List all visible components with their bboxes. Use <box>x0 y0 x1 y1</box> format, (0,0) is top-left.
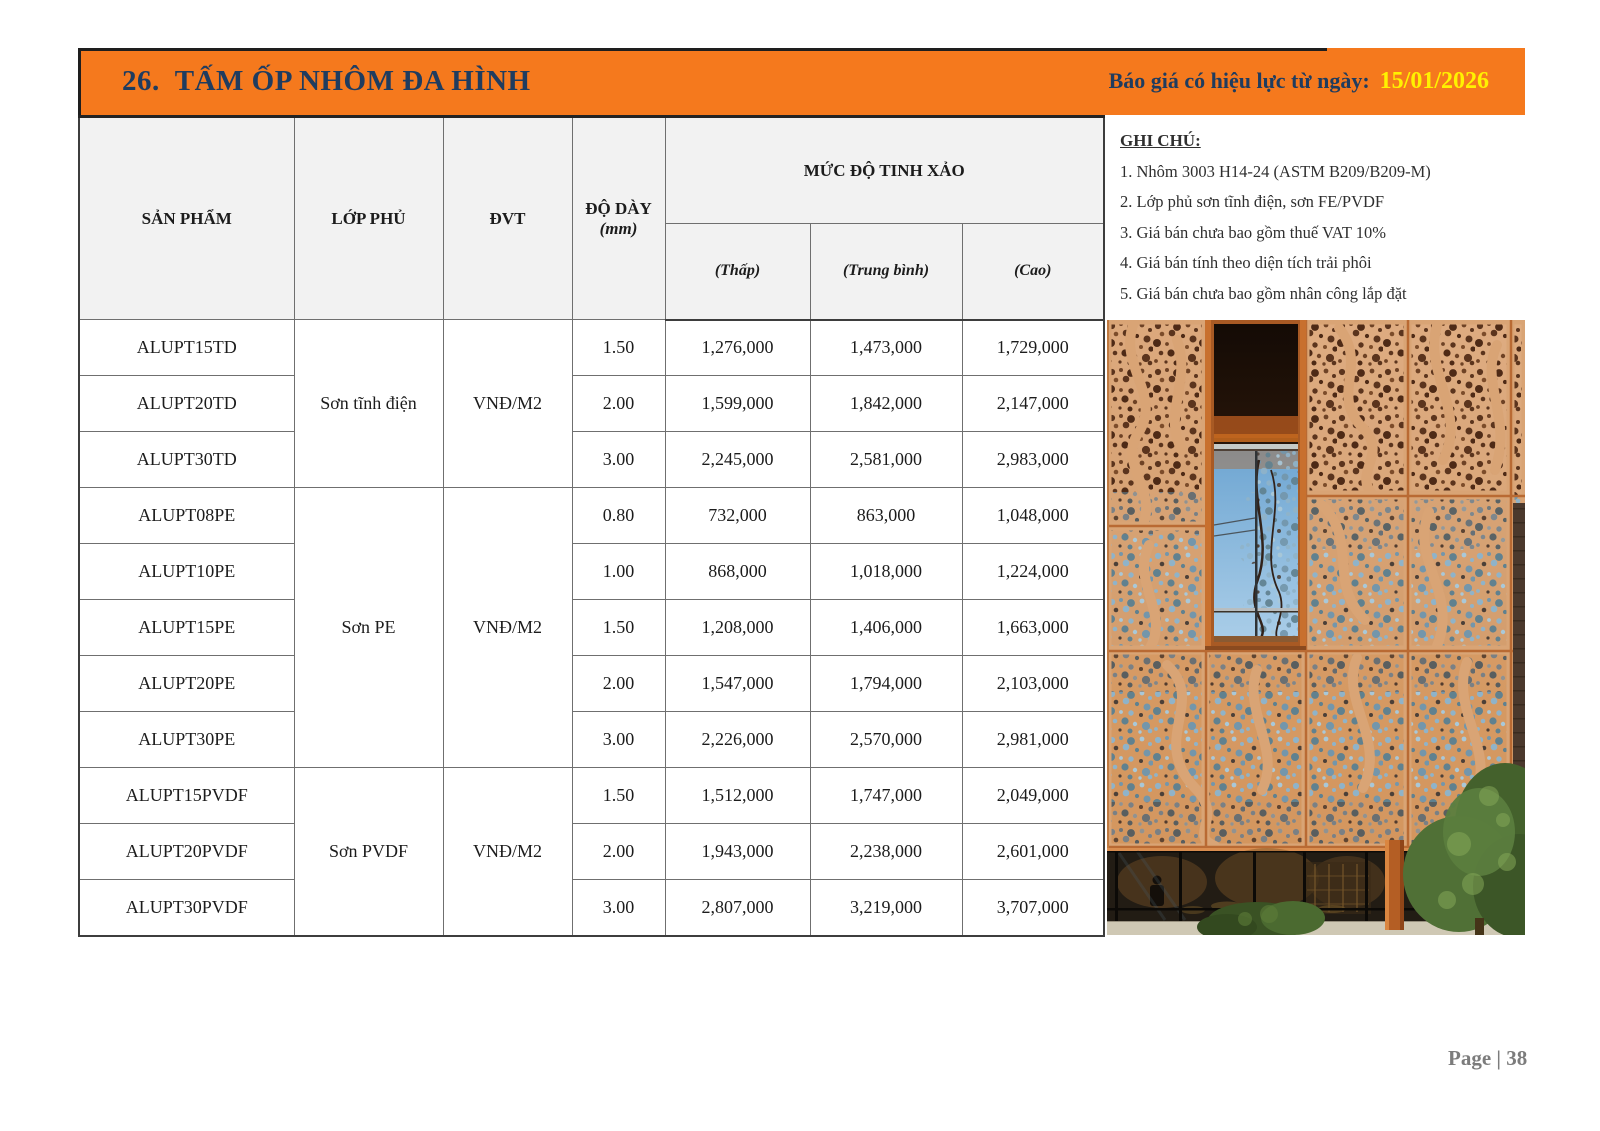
price-medium-cell: 2,570,000 <box>810 712 962 768</box>
price-low-cell: 1,512,000 <box>665 768 810 824</box>
price-high-cell: 2,103,000 <box>962 656 1104 712</box>
table-row <box>79 768 1104 824</box>
header-left-border <box>78 48 81 115</box>
product-code-cell: ALUPT15TD <box>79 320 294 376</box>
price-low-cell: 1,276,000 <box>665 320 810 376</box>
product-code-cell: ALUPT20PE <box>79 656 294 712</box>
price-low-cell: 868,000 <box>665 544 810 600</box>
notes-title: GHI CHÚ: <box>1120 131 1201 150</box>
table-row <box>79 824 1104 880</box>
column-header-high: (Cao) <box>962 224 1104 320</box>
facade-photo-art <box>1107 320 1525 935</box>
price-low-cell: 1,599,000 <box>665 376 810 432</box>
validity-block <box>1109 68 1489 95</box>
thickness-cell: 1.50 <box>572 600 665 656</box>
price-medium-cell: 1,018,000 <box>810 544 962 600</box>
price-medium-cell: 1,842,000 <box>810 376 962 432</box>
product-code-cell: ALUPT30TD <box>79 432 294 488</box>
thickness-cell: 3.00 <box>572 432 665 488</box>
table-row <box>79 320 1104 376</box>
price-medium-cell: 1,473,000 <box>810 320 962 376</box>
price-medium-cell: 863,000 <box>810 488 962 544</box>
price-high-cell: 3,707,000 <box>962 880 1104 936</box>
price-low-cell: 1,547,000 <box>665 656 810 712</box>
product-code-cell: ALUPT20PVDF <box>79 824 294 880</box>
table-row <box>79 432 1104 488</box>
price-medium-cell: 1,794,000 <box>810 656 962 712</box>
thickness-cell: 1.50 <box>572 768 665 824</box>
price-low-cell: 1,943,000 <box>665 824 810 880</box>
price-low-cell: 2,226,000 <box>665 712 810 768</box>
page-title: 26. TẤM ỐP NHÔM ĐA HÌNH <box>122 65 531 97</box>
facade-photo <box>1107 320 1525 935</box>
price-high-cell: 1,729,000 <box>962 320 1104 376</box>
product-code-cell: ALUPT10PE <box>79 544 294 600</box>
table-row <box>79 880 1104 936</box>
unit-cell: VNĐ/M2 <box>443 488 572 768</box>
header-top-border <box>78 48 1327 51</box>
coating-cell: Sơn PVDF <box>294 768 443 936</box>
price-low-cell: 2,245,000 <box>665 432 810 488</box>
thickness-cell: 2.00 <box>572 376 665 432</box>
note-item: 5. Giá bán chưa bao gồm nhân công lắp đặt <box>1120 283 1407 303</box>
price-medium-cell: 3,219,000 <box>810 880 962 936</box>
coating-cell: Sơn tĩnh điện <box>294 320 443 488</box>
price-low-cell: 1,208,000 <box>665 600 810 656</box>
note-item: 4. Giá bán tính theo diện tích trải phôi <box>1120 253 1372 272</box>
page-number: Page | 38 <box>1448 1046 1528 1070</box>
price-medium-cell: 2,581,000 <box>810 432 962 488</box>
price-high-cell: 1,663,000 <box>962 600 1104 656</box>
column-header-finesse-group: MỨC ĐỘ TINH XẢO <box>665 117 1104 224</box>
price-medium-cell: 1,406,000 <box>810 600 962 656</box>
unit-cell: VNĐ/M2 <box>443 768 572 936</box>
table-row <box>79 600 1104 656</box>
table-row <box>79 544 1104 600</box>
price-medium-cell: 2,238,000 <box>810 824 962 880</box>
price-low-cell: 732,000 <box>665 488 810 544</box>
column-header-product: SẢN PHẨM <box>79 117 294 320</box>
table-row <box>79 376 1104 432</box>
thickness-cell: 1.00 <box>572 544 665 600</box>
column-header-low: (Thấp) <box>665 224 810 320</box>
table-row <box>79 712 1104 768</box>
product-code-cell: ALUPT30PE <box>79 712 294 768</box>
price-high-cell: 2,147,000 <box>962 376 1104 432</box>
coating-cell: Sơn PE <box>294 488 443 768</box>
table-header-row <box>79 117 1104 224</box>
note-item: 3. Giá bán chưa bao gồm thuế VAT 10% <box>1120 222 1387 242</box>
header-bar <box>78 48 1525 115</box>
thickness-cell: 3.00 <box>572 712 665 768</box>
table-row <box>79 656 1104 712</box>
notes-block <box>1120 126 1522 309</box>
validity-label: Báo giá có hiệu lực từ ngày: <box>1108 68 1370 93</box>
price-high-cell: 2,601,000 <box>962 824 1104 880</box>
thickness-cell: 2.00 <box>572 656 665 712</box>
validity-date: 15/01/2026 <box>1379 68 1489 94</box>
thickness-cell: 0.80 <box>572 488 665 544</box>
price-high-cell: 1,224,000 <box>962 544 1104 600</box>
product-code-cell: ALUPT30PVDF <box>79 880 294 936</box>
product-code-cell: ALUPT15PVDF <box>79 768 294 824</box>
column-header-coating: LỚP PHỦ <box>294 117 443 320</box>
product-code-cell: ALUPT15PE <box>79 600 294 656</box>
price-high-cell: 2,981,000 <box>962 712 1104 768</box>
price-high-cell: 2,983,000 <box>962 432 1104 488</box>
unit-cell: VNĐ/M2 <box>443 320 572 488</box>
column-header-unit: ĐVT <box>443 117 572 320</box>
product-code-cell: ALUPT08PE <box>79 488 294 544</box>
price-high-cell: 1,048,000 <box>962 488 1104 544</box>
column-header-medium: (Trung bình) <box>810 224 962 320</box>
table-row <box>79 488 1104 544</box>
price-low-cell: 2,807,000 <box>665 880 810 936</box>
price-table <box>78 115 1105 937</box>
thickness-cell: 3.00 <box>572 880 665 936</box>
note-item: 1. Nhôm 3003 H14-24 (ASTM B209/B209-M) <box>1120 161 1431 181</box>
note-item: 2. Lớp phủ sơn tĩnh điện, sơn FE/PVDF <box>1120 192 1385 211</box>
thickness-cell: 1.50 <box>572 320 665 376</box>
thickness-cell: 2.00 <box>572 824 665 880</box>
product-code-cell: ALUPT20TD <box>79 376 294 432</box>
price-high-cell: 2,049,000 <box>962 768 1104 824</box>
column-header-thickness: ĐỘ DÀY (mm) <box>572 117 665 320</box>
price-medium-cell: 1,747,000 <box>810 768 962 824</box>
